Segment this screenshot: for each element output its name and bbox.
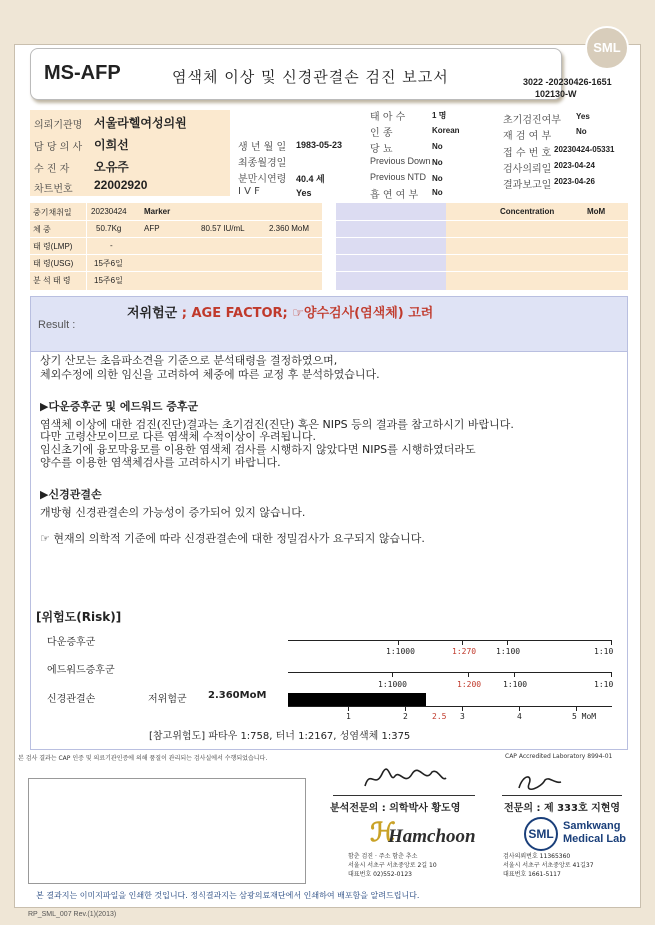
down-tick-label: 1:10: [594, 647, 614, 656]
hamchoon-address: 함춘 검진 · 주소 함춘 추소: [348, 853, 418, 860]
intro-line: 상기 산모는 초음파소견을 기준으로 분석태령을 결정하였으며,: [40, 354, 338, 367]
marker-header: Marker: [144, 207, 171, 216]
sml-brand-logo: SML: [524, 817, 558, 851]
report-id: 3022 -20230426-1651: [523, 77, 612, 87]
prev-down-value: No: [432, 158, 443, 167]
ntd-label: 신경관결손: [47, 694, 96, 705]
marker-concentration: 80.57 IU/mL: [201, 224, 245, 233]
row-label: 태 령(USG): [33, 259, 74, 268]
ntd-mom: 2.360MoM: [208, 690, 267, 701]
down-tick: [398, 640, 399, 645]
down-axis: [288, 640, 612, 641]
receipt-label: 접 수 번 호: [503, 148, 552, 159]
row-value: 50.7Kg: [96, 224, 122, 233]
patient-name-label: 수 진 자: [34, 164, 70, 175]
analyst-signature: [360, 764, 450, 794]
ivf-label: I V F: [238, 186, 260, 197]
result-headline-black: 저위험군: [127, 306, 178, 321]
hamchoon-logo-icon: ℋ: [370, 818, 396, 847]
patient-name-value: 오유주: [94, 160, 129, 174]
table-line: [30, 254, 628, 255]
hamchoon-address: 서울시 서초구 서초중앙로 2길 10: [348, 862, 437, 869]
row-label: 분 석 태 령: [33, 276, 71, 285]
result-label: Result :: [38, 319, 76, 331]
fetus-value: 1 명: [432, 111, 447, 120]
report-id-suffix: 102130-W: [535, 89, 577, 99]
analyst-label: 분석전문의 : 의학박사 황도영: [330, 803, 461, 814]
intro-line: 체외수정에 의한 임신을 고려하여 체중에 따른 교정 후 분석하였습니다.: [40, 368, 380, 381]
edwards-tick-label: 1:100: [503, 680, 528, 689]
section-text: ☞ 현재의 의학적 기준에 따라 신경관결손에 대한 정밀검사가 요구되지 않습니다.: [40, 532, 425, 545]
chart-label: 차트번호: [34, 184, 73, 195]
age-value: 40.4 세: [296, 174, 325, 184]
ntd-tick-label: 4: [517, 712, 522, 721]
form-code: RP_SML_007 Rev.(1)(2013): [28, 911, 117, 918]
smoking-value: No: [432, 188, 443, 197]
dob-label: 생 년 월 일: [238, 142, 287, 153]
signature-line: [502, 795, 622, 796]
hamchoon-logo-text: Hamchoon: [388, 826, 476, 847]
edwards-tick: [514, 672, 515, 677]
marker-mom: 2.360 MoM: [269, 224, 310, 233]
mom-header: MoM: [587, 207, 606, 216]
reference-risk: [참고위험도] 파타우 1:758, 터너 1:2167, 성염색체 1:375: [149, 731, 411, 742]
memo-box: [28, 778, 306, 884]
result-headline-red: ; AGE FACTOR; ☞양수검사(염색체) 고려: [177, 306, 434, 321]
down-tick-label: 1:100: [496, 647, 521, 656]
receipt-value: 20230424-05331: [554, 145, 615, 154]
ntd-tick: [576, 706, 577, 711]
table-line: [86, 203, 87, 290]
smoking-label: 흡 연 여 부: [370, 190, 419, 201]
blank-table: [336, 203, 446, 290]
sml-address: 검사의뢰번호 11365360: [503, 853, 571, 860]
lmp-label: 최종월경일: [238, 158, 287, 169]
ntd-tick-label: 3: [460, 712, 465, 721]
race-value: Korean: [432, 126, 460, 135]
diabetes-value: No: [432, 142, 443, 151]
race-label: 인 종: [370, 128, 393, 139]
fine-print-right: CAP Accredited Laboratory 8994-01: [505, 753, 613, 760]
doctor-value: 이희선: [94, 138, 129, 152]
dob-value: 1983-05-23: [296, 140, 343, 150]
edwards-tick-label: 1:1000: [378, 680, 407, 689]
sml-address: 대표번호 1661-5117: [503, 871, 561, 878]
ntd-axis: [288, 706, 612, 707]
risk-title: [위험도(Risk)]: [36, 610, 122, 624]
concentration-table: [446, 203, 628, 290]
edwards-tick: [468, 672, 469, 677]
test-date-label: 검사의뢰일: [503, 164, 552, 175]
table-line: [30, 237, 628, 238]
edwards-tick: [611, 672, 612, 677]
ntd-tick-label: 1: [346, 712, 351, 721]
section-text: 개방형 신경관결손의 가능성이 증가되어 있지 않습니다.: [40, 506, 306, 519]
edwards-label: 에드워드증후군: [47, 665, 115, 676]
brand-name: Samkwang: [563, 820, 621, 832]
ntd-tick: [462, 706, 463, 711]
retest-value: No: [576, 127, 587, 136]
sml-address: 서울시 서초구 서초중앙로 41길37: [503, 862, 594, 869]
row-label: 중기채취일: [33, 208, 72, 217]
row-value: -: [110, 241, 113, 250]
sml-logo: SML: [585, 26, 629, 70]
fine-print-left: 본 검사 결과는 CAP 인증 및 의료기관인증에 의해 품질이 관리되는 검사실에서 수행되었습니다.: [18, 755, 268, 762]
row-value: 15주6일: [94, 259, 123, 268]
edwards-axis: [288, 672, 612, 673]
row-label: 체 중: [33, 225, 51, 234]
ntd-tick: [348, 706, 349, 711]
section-title-ntd: ▶신경관결손: [40, 488, 102, 501]
section-text: 염색체 이상에 대한 검진(진단)결과는 초기검진(진단) 혹은 NIPS 등의 결과를 참고하시기 바랍니다.: [40, 418, 514, 431]
result-date-label: 결과보고일: [503, 180, 552, 191]
chart-value: 22002920: [94, 178, 148, 192]
edwards-tick-label: 1:10: [594, 680, 614, 689]
marker-name: AFP: [144, 224, 160, 233]
down-tick: [507, 640, 508, 645]
down-tick: [611, 640, 612, 645]
doctor-label: 담 당 의 사: [34, 142, 83, 153]
brand-subname: Medical Lab: [563, 833, 626, 845]
prev-ntd-label: Previous NTD: [370, 172, 427, 182]
age-label: 분만시연령: [238, 174, 287, 185]
down-tick-label-cutoff: 1:270: [452, 647, 477, 656]
row-value: 20230424: [91, 207, 127, 216]
hospital-value: 서울라헬여성의원: [94, 116, 187, 130]
ntd-tick-label: 2: [403, 712, 408, 721]
report-title: 염색체 이상 및 신경관결손 검진 보고서: [172, 68, 449, 86]
concentration-header: Concentration: [500, 207, 555, 216]
prev-ntd-value: No: [432, 174, 443, 183]
ntd-tick: [519, 706, 520, 711]
ntd-tick-label: 5 MoM: [572, 712, 597, 721]
table-line: [30, 271, 628, 272]
table-line: [30, 220, 628, 221]
retest-label: 재 검 여 부: [503, 131, 552, 142]
section-title-down: ▶다운증후군 및 에드워드 증후군: [40, 400, 199, 413]
section-text: 임신초기에 융모막융모를 이용한 염색체 검사를 시행하지 않았다면 NIPS를 시행하였더라도: [40, 443, 476, 456]
result-headline: [127, 302, 433, 321]
notice-text: 본 결과지는 이미지파일을 인쇄한 것입니다. 정식결과지는 삼광의료재단에서 인쇄하여 배포함을 알려드립니다.: [36, 891, 420, 900]
first-test-label: 초기검진여부: [503, 115, 561, 126]
first-test-value: Yes: [576, 112, 590, 121]
report-code: MS-AFP: [44, 62, 121, 84]
down-tick: [462, 640, 463, 645]
edwards-tick-label-cutoff: 1:200: [457, 680, 482, 689]
ntd-result: 저위험군: [148, 694, 187, 705]
ntd-mom-bar: [288, 693, 426, 706]
marker-table: [140, 203, 322, 290]
prev-down-label: Previous Down: [370, 156, 431, 166]
signature-line: [333, 795, 475, 796]
ivf-value: Yes: [296, 188, 312, 198]
specialist-label: 전문의 : 제 333호 지현영: [504, 803, 621, 814]
section-text: 다만 고령산모이므로 다른 염색체 수적이상이 우려됩니다.: [40, 430, 317, 443]
section-text: 양수를 이용한 염색체검사를 고려하시기 바랍니다.: [40, 456, 281, 469]
test-date-value: 2023-04-24: [554, 161, 595, 170]
result-date-value: 2023-04-26: [554, 177, 595, 186]
diabetes-label: 당 뇨: [370, 144, 393, 155]
ntd-tick-label-cutoff: 2.5: [432, 712, 447, 721]
fetus-label: 태 아 수: [370, 112, 406, 123]
row-label: 태 령(LMP): [33, 242, 73, 251]
specialist-signature: [515, 770, 565, 794]
hospital-label: 의뢰기관명: [34, 120, 83, 131]
ntd-tick: [405, 706, 406, 711]
down-tick-label: 1:1000: [386, 647, 415, 656]
edwards-tick: [392, 672, 393, 677]
hamchoon-address: 대표번호 02)552-0123: [348, 871, 412, 878]
row-value: 15주6일: [94, 276, 123, 285]
down-label: 다운증후군: [47, 637, 96, 648]
